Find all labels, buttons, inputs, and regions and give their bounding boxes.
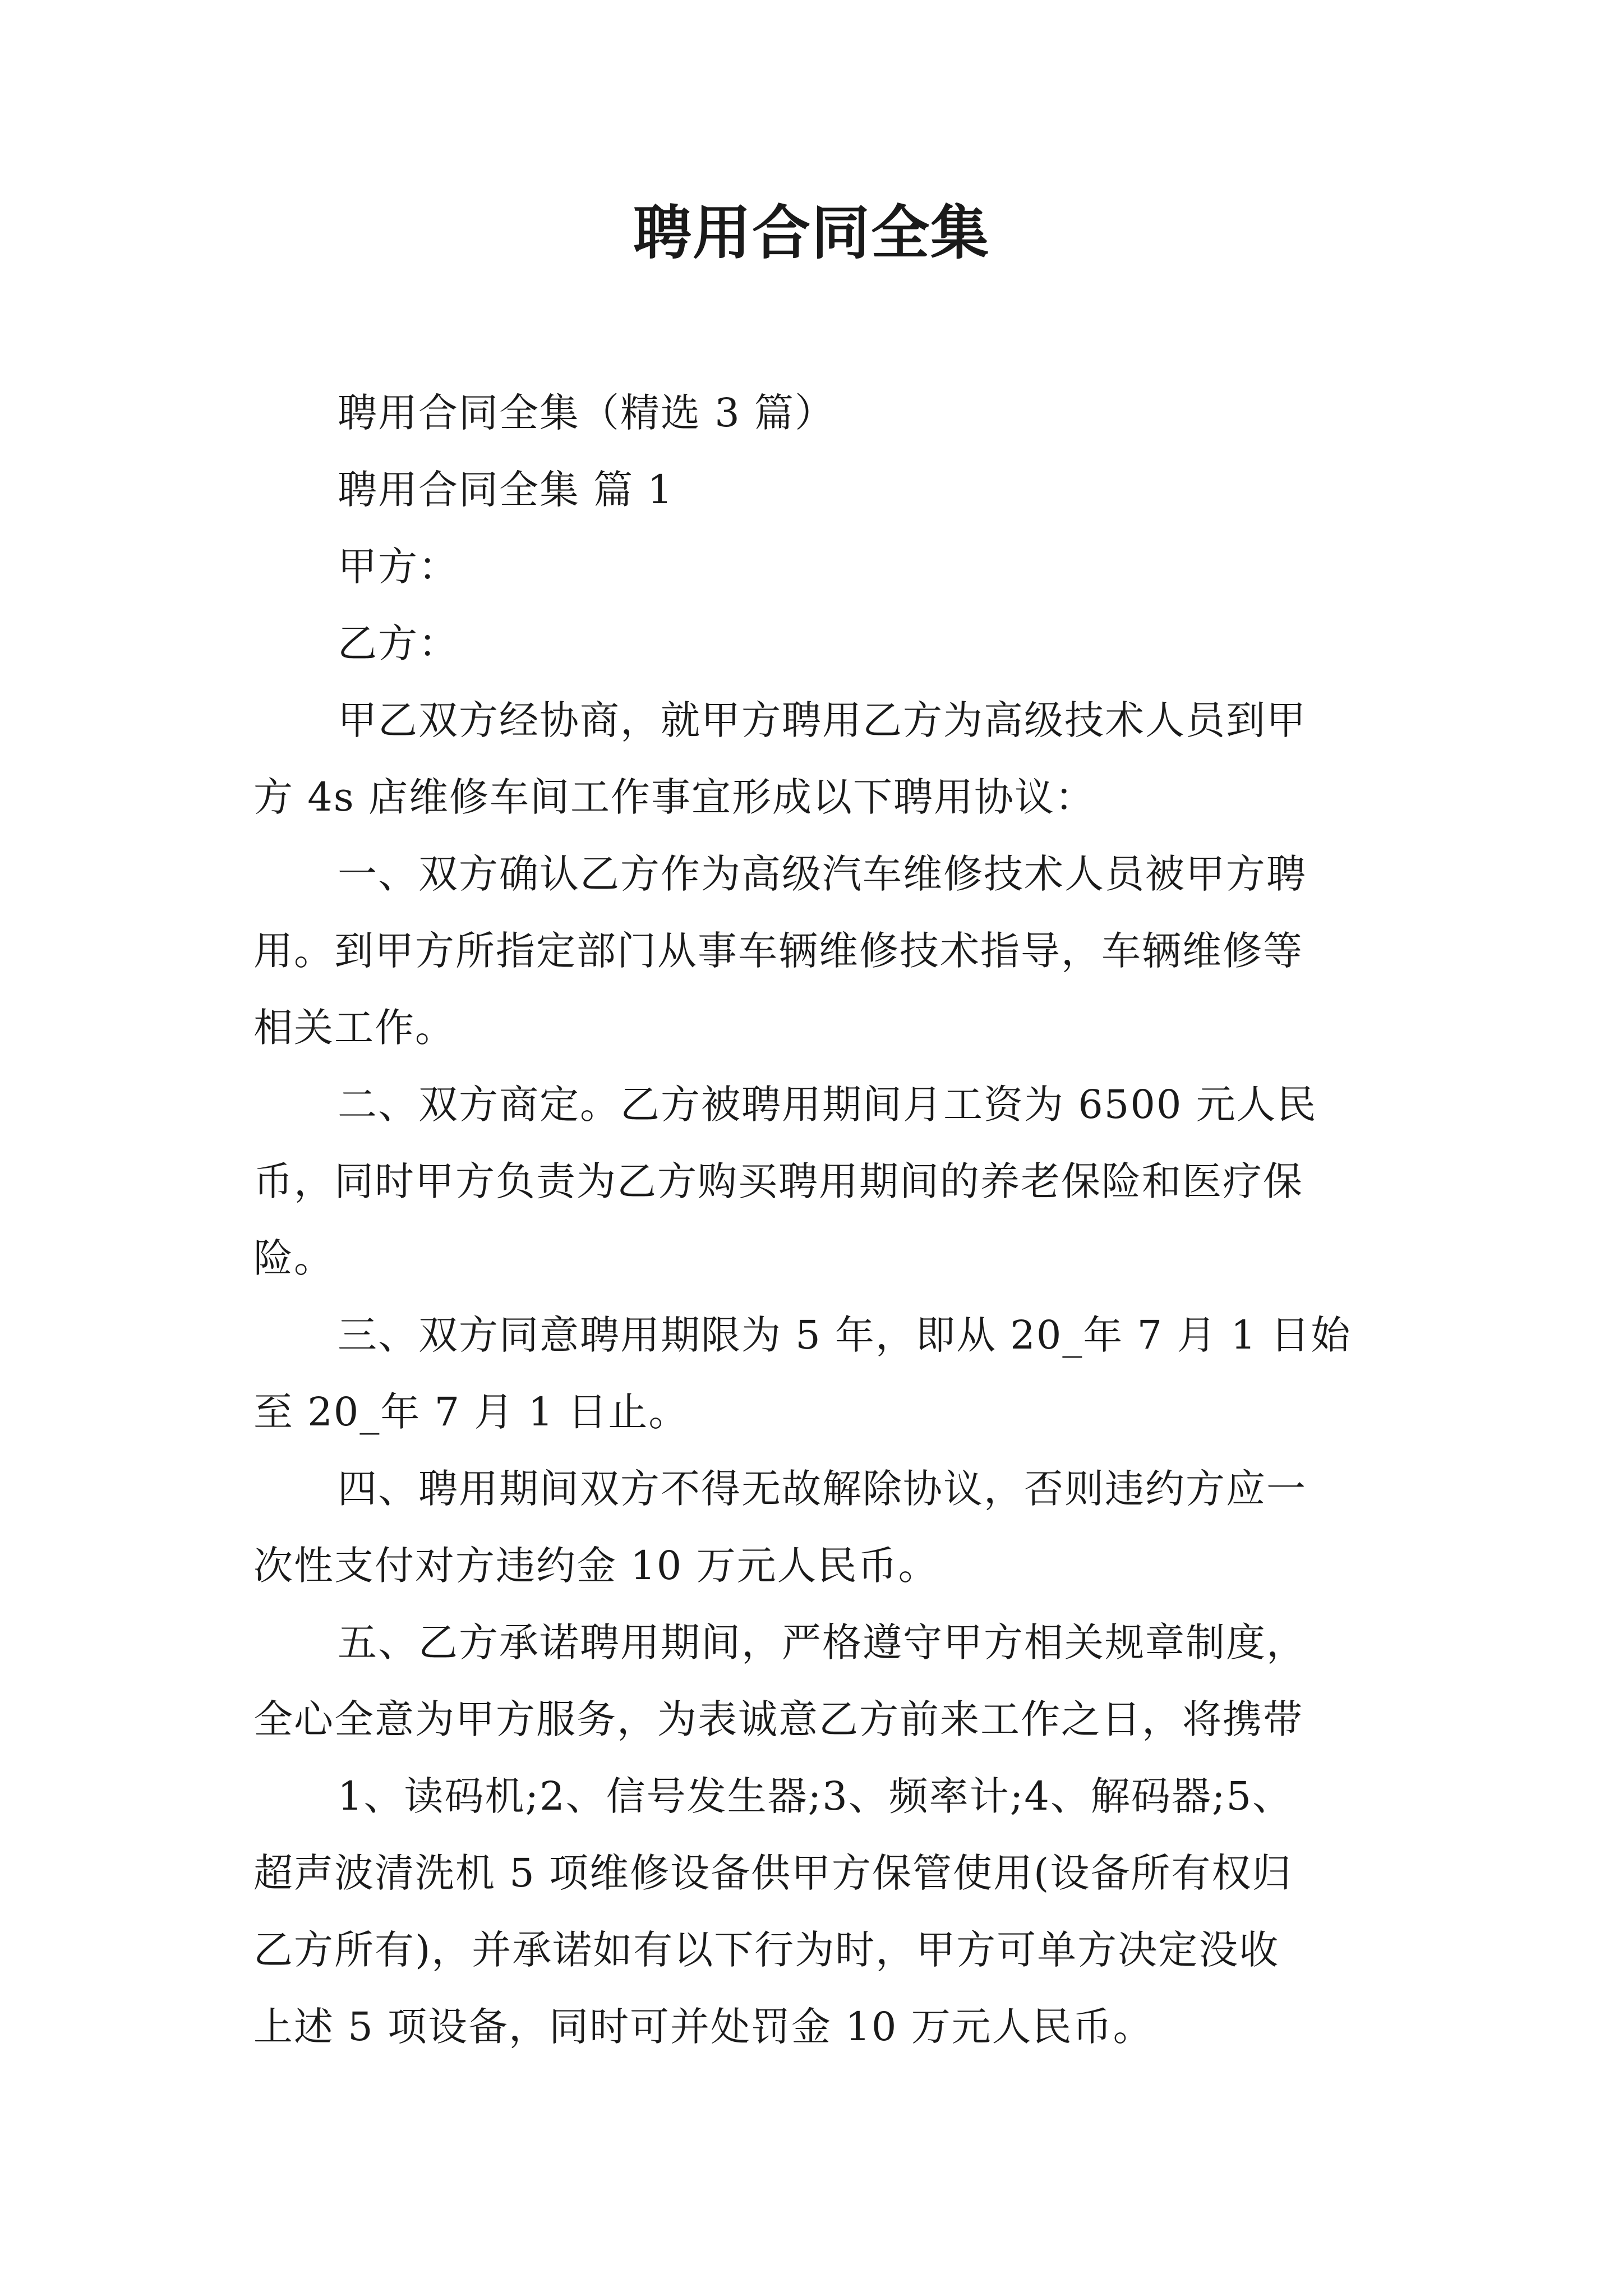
paragraph-line: 超声波清洗机 5 项维修设备供甲方保管使用(设备所有权归 — [253, 1850, 1293, 1896]
paragraph-line: 次性支付对方违约金 10 万元人民币。 — [253, 1543, 939, 1589]
paragraph-line: 三、双方同意聘用期限为 5 年，即从 20_年 7 月 1 日始 — [338, 1312, 1352, 1358]
paragraph-line: 四、聘用期间双方不得无故解除协议，否则违约方应一 — [338, 1466, 1307, 1512]
subtitle-line: 聘用合同全集（精选 3 篇） — [338, 390, 836, 436]
paragraph-line: 相关工作。 — [253, 1005, 455, 1051]
party-b-line: 乙方： — [338, 620, 459, 666]
paragraph-line: 至 20_年 7 月 1 日止。 — [253, 1389, 689, 1435]
paragraph-line: 方 4s 店维修车间工作事宜形成以下聘用协议： — [253, 774, 1095, 820]
section-heading: 聘用合同全集 篇 1 — [338, 467, 674, 513]
paragraph-line: 1、读码机;2、信号发生器;3、频率计;4、解码器;5、 — [338, 1773, 1293, 1819]
document-body — [253, 375, 1386, 2065]
paragraph-line: 二、双方商定。乙方被聘用期间月工资为 6500 元人民 — [338, 1082, 1317, 1128]
paragraph-line: 险。 — [253, 1235, 334, 1281]
paragraph-line: 一、双方确认乙方作为高级汽车维修技术人员被甲方聘 — [338, 851, 1307, 897]
paragraph-line: 乙方所有)，并承诺如有以下行为时，甲方可单方决定没收 — [253, 1927, 1280, 1973]
paragraph-line: 全心全意为甲方服务，为表诚意乙方前来工作之日，将携带 — [253, 1696, 1303, 1742]
party-a-line: 甲方： — [338, 544, 459, 590]
paragraph-line: 币，同时甲方负责为乙方购买聘用期间的养老保险和医疗保 — [253, 1158, 1303, 1204]
paragraph-line: 上述 5 项设备，同时可并处罚金 10 万元人民币。 — [253, 2004, 1154, 2050]
document-title: 聘用合同全集 — [633, 199, 990, 267]
paragraph-line: 用。到甲方所指定部门从事车辆维修技术指导，车辆维修等 — [253, 928, 1303, 974]
paragraph-line: 甲乙双方经协商，就甲方聘用乙方为高级技术人员到甲 — [338, 697, 1307, 743]
paragraph-line: 五、乙方承诺聘用期间，严格遵守甲方相关规章制度， — [338, 1619, 1307, 1665]
